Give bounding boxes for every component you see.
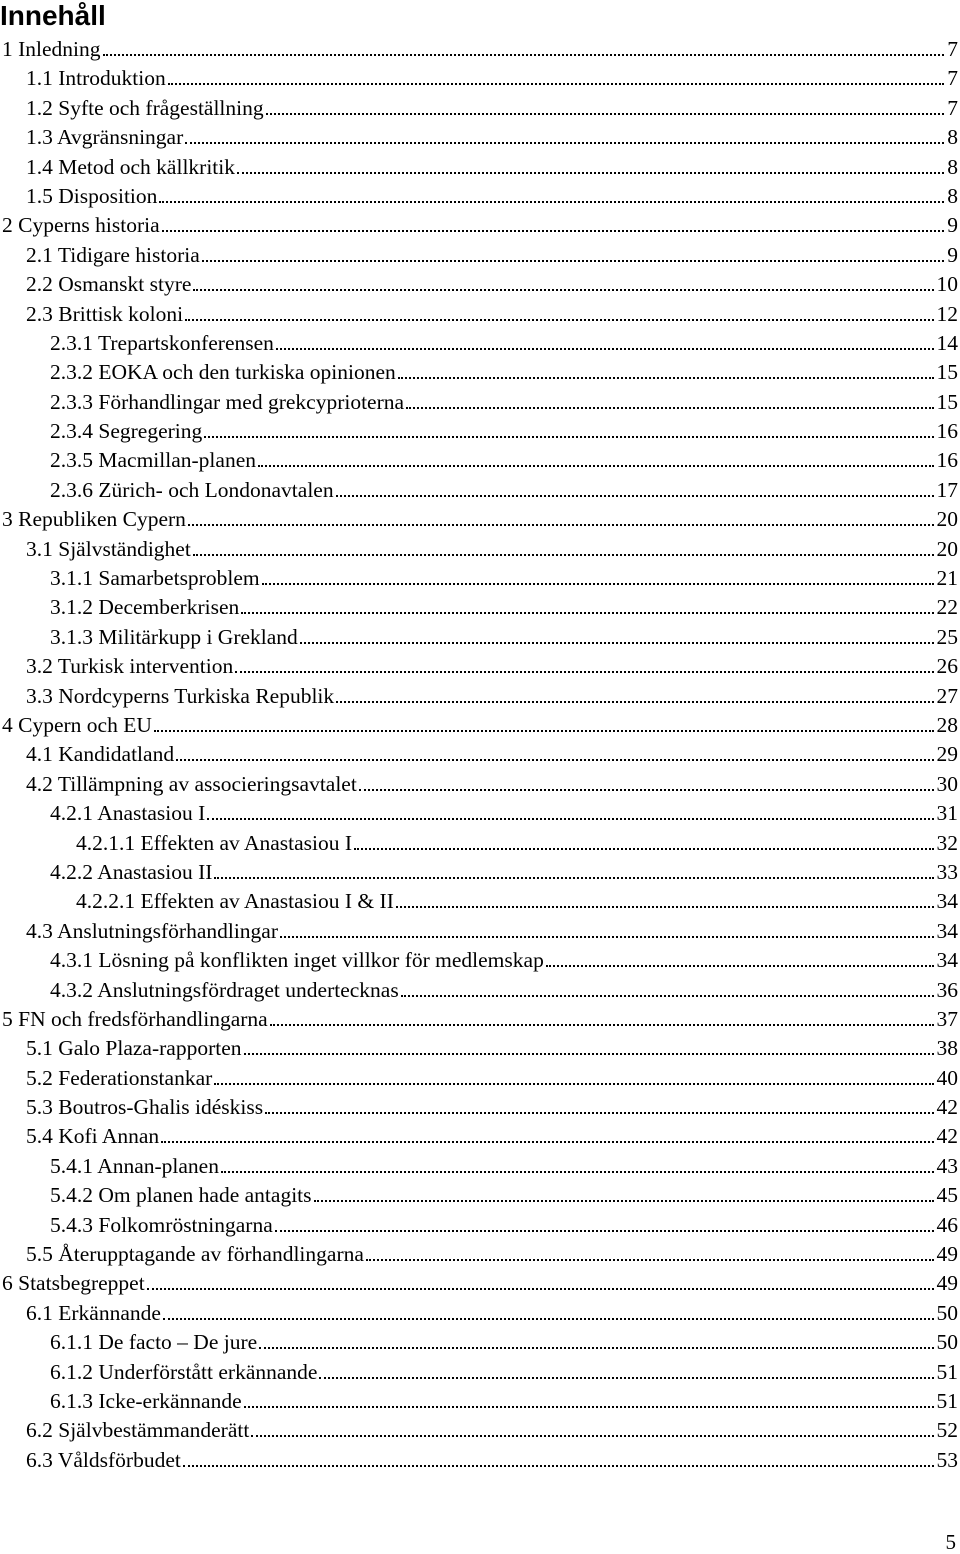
toc-entry-title: 2.3.5 Macmillan-planen [50, 446, 258, 475]
dot-leader [359, 789, 934, 791]
toc-entry-title: 4.2.2.1 Effekten av Anastasiou I & II [76, 887, 396, 916]
toc-entry-title: 5.4.1 Annan-planen [50, 1152, 221, 1181]
toc-entry[interactable] [0, 887, 960, 916]
toc-entry[interactable] [0, 593, 960, 622]
dot-leader [207, 818, 933, 820]
toc-entry[interactable] [0, 829, 960, 858]
toc-entry-title: 3.1.2 Decemberkrisen [50, 593, 241, 622]
dot-leader [546, 965, 934, 967]
dot-leader [103, 54, 945, 56]
toc-entry-title: 4.2.2 Anastasiou II [50, 858, 214, 887]
toc-entry-page: 27 [934, 682, 960, 711]
dot-leader [193, 289, 933, 291]
toc-entry-page: 51 [934, 1358, 960, 1387]
toc-entry-page: 20 [934, 535, 960, 564]
toc-entry-page: 9 [944, 241, 960, 270]
toc-entry[interactable] [0, 358, 960, 387]
dot-leader [280, 936, 933, 938]
toc-entry-title: 4.2 Tillämpning av associeringsavtalet [26, 770, 359, 799]
toc-entry[interactable] [0, 770, 960, 799]
dot-leader [354, 848, 933, 850]
dot-leader [214, 1083, 933, 1085]
toc-entry[interactable] [0, 446, 960, 475]
dot-leader [406, 407, 933, 409]
toc-entry-title: 4 Cypern och EU [2, 711, 154, 740]
dot-leader [314, 1200, 934, 1202]
dot-leader [237, 172, 944, 174]
toc-entry-page: 8 [944, 182, 960, 211]
toc-entry[interactable] [0, 652, 960, 681]
toc-entry-title: 4.2.1.1 Effekten av Anastasiou I [76, 829, 354, 858]
toc-entry-title: 1.4 Metod och källkritik [26, 153, 237, 182]
toc-entry-page: 46 [934, 1211, 960, 1240]
toc-entry-title: 4.3 Anslutningsförhandlingar [26, 917, 280, 946]
toc-entry-page: 26 [934, 652, 960, 681]
toc-entry[interactable] [0, 94, 960, 123]
toc-entry-title: 3.1.3 Militärkupp i Grekland [50, 623, 300, 652]
toc-entry[interactable] [0, 564, 960, 593]
dot-leader [168, 83, 945, 85]
dot-leader [161, 1141, 933, 1143]
toc-entry-title: 5.2 Federationstankar [26, 1064, 214, 1093]
toc-entry[interactable] [0, 1122, 960, 1151]
dot-leader [266, 113, 945, 115]
toc-entry[interactable] [0, 1446, 960, 1475]
toc-entry[interactable] [0, 388, 960, 417]
toc-entry[interactable] [0, 1152, 960, 1181]
toc-entry[interactable] [0, 1328, 960, 1357]
toc-entry-page: 8 [944, 153, 960, 182]
toc-entry-page: 53 [934, 1446, 960, 1475]
toc-entry-page: 29 [934, 740, 960, 769]
dot-leader [262, 583, 934, 585]
toc-entry[interactable] [0, 417, 960, 446]
toc-entry[interactable] [0, 300, 960, 329]
toc-entry-page: 50 [934, 1299, 960, 1328]
toc-entry[interactable] [0, 1269, 960, 1298]
toc-entry[interactable] [0, 1064, 960, 1093]
toc-entry[interactable] [0, 799, 960, 828]
toc-entry[interactable] [0, 123, 960, 152]
toc-entry[interactable] [0, 623, 960, 652]
toc-entry-page: 34 [934, 887, 960, 916]
toc-entry-page: 38 [934, 1034, 960, 1063]
dot-leader [185, 319, 933, 321]
toc-entry-title: 1.5 Disposition [26, 182, 159, 211]
toc-entry-title: 4.3.2 Anslutningsfördraget undertecknas [50, 976, 401, 1005]
toc-entry-page: 16 [934, 417, 960, 446]
toc-entry-title: 6 Statsbegreppet [2, 1269, 147, 1298]
dot-leader [204, 436, 933, 438]
toc-entry[interactable] [0, 1211, 960, 1240]
toc-entry-page: 14 [934, 329, 960, 358]
toc-entry-title: 5.3 Boutros-Ghalis idéskiss [26, 1093, 265, 1122]
toc-entry[interactable] [0, 1358, 960, 1387]
toc-entry-title: 6.1.3 Icke-erkännande [50, 1387, 244, 1416]
toc-entry-page: 17 [934, 476, 960, 505]
toc-entry-title: 3.1 Självständighet [26, 535, 193, 564]
toc-entry[interactable] [0, 241, 960, 270]
dot-leader [147, 1288, 934, 1290]
toc-entry-title: 5.5 Återupptagande av förhandlingarna [26, 1240, 366, 1269]
toc-entry[interactable] [0, 1387, 960, 1416]
toc-entry[interactable] [0, 1093, 960, 1122]
dot-leader [241, 612, 933, 614]
page-number: 5 [946, 1530, 957, 1554]
dot-leader [398, 377, 934, 379]
toc-entry-page: 49 [934, 1240, 960, 1269]
toc-entry[interactable] [0, 535, 960, 564]
toc-entry-page: 33 [934, 858, 960, 887]
dot-leader [401, 995, 934, 997]
toc-entry-page: 7 [944, 35, 960, 64]
toc-entry-page: 42 [934, 1093, 960, 1122]
dot-leader [193, 554, 934, 556]
toc-entry-title: 4.3.1 Lösning på konflikten inget villkor för medlemskap [50, 946, 546, 975]
toc-entry[interactable] [0, 182, 960, 211]
toc-entry[interactable] [0, 505, 960, 534]
toc-entry-page: 22 [934, 593, 960, 622]
toc-entry-page: 16 [934, 446, 960, 475]
toc-entry-page: 34 [934, 917, 960, 946]
dot-leader [251, 1435, 933, 1437]
dot-leader [162, 230, 945, 232]
toc-entry-page: 50 [934, 1328, 960, 1357]
toc-entry-title: 3.3 Nordcyperns Turkiska Republik [26, 682, 336, 711]
toc-entry[interactable] [0, 711, 960, 740]
toc-entry-title: 1.3 Avgränsningar [26, 123, 185, 152]
toc-entry-page: 52 [934, 1416, 960, 1445]
toc-entry[interactable] [0, 211, 960, 240]
dot-leader [244, 1406, 934, 1408]
toc-entry[interactable] [0, 476, 960, 505]
toc-entry-title: 5.4.3 Folkomröstningarna [50, 1211, 275, 1240]
dot-leader [319, 1377, 933, 1379]
toc-entry-title: 2.2 Osmanskt styre [26, 270, 193, 299]
toc-entry[interactable] [0, 153, 960, 182]
toc-entry-page: 36 [934, 976, 960, 1005]
dot-leader [163, 1318, 934, 1320]
toc-entry[interactable] [0, 1034, 960, 1063]
toc-entry-title: 3 Republiken Cypern [2, 505, 188, 534]
toc-entry[interactable] [0, 329, 960, 358]
dot-leader [336, 495, 934, 497]
toc-entry-page: 10 [934, 270, 960, 299]
dot-leader [396, 906, 934, 908]
dot-leader [258, 465, 934, 467]
toc-entry[interactable] [0, 35, 960, 64]
toc-entry[interactable] [0, 946, 960, 975]
toc-entry-page: 45 [934, 1181, 960, 1210]
dot-leader [270, 1024, 934, 1026]
toc-entry-title: 2.3.3 Förhandlingar med grekcyprioterna [50, 388, 406, 417]
dot-leader [183, 1465, 934, 1467]
toc-entry-title: 2.3.1 Trepartskonferensen [50, 329, 276, 358]
toc-entry-page: 15 [934, 358, 960, 387]
toc-entry-title: 2.3.6 Zürich- och Londonavtalen [50, 476, 336, 505]
dot-leader [185, 142, 944, 144]
toc-entry-title: 5.4.2 Om planen hade antagits [50, 1181, 314, 1210]
dot-leader [235, 671, 933, 673]
toc-entry-title: 4.1 Kandidatland [26, 740, 176, 769]
toc-entry-title: 3.2 Turkisk intervention [26, 652, 235, 681]
dot-leader [265, 1112, 933, 1114]
dot-leader [275, 1230, 934, 1232]
toc-entry-page: 25 [934, 623, 960, 652]
dot-leader [202, 260, 944, 262]
toc-entry-title: 6.1.1 De facto – De jure [50, 1328, 259, 1357]
toc-entry-title: 6.1.2 Underförstått erkännande [50, 1358, 319, 1387]
toc-entry-page: 40 [934, 1064, 960, 1093]
toc-heading: Innehåll [0, 0, 106, 32]
dot-leader [366, 1259, 934, 1261]
toc-entry-title: 1.1 Introduktion [26, 64, 168, 93]
toc-entry-title: 5 FN och fredsförhandlingarna [2, 1005, 270, 1034]
toc-entry-page: 30 [934, 770, 960, 799]
toc-entry-page: 7 [944, 64, 960, 93]
toc-entry-page: 42 [934, 1122, 960, 1151]
toc-entry[interactable] [0, 917, 960, 946]
dot-leader [244, 1053, 934, 1055]
toc-entry-page: 34 [934, 946, 960, 975]
toc-entry[interactable] [0, 1416, 960, 1445]
toc-entry-title: 2.3.2 EOKA och den turkiska opinionen [50, 358, 398, 387]
toc-entry[interactable] [0, 1299, 960, 1328]
toc-entry-title: 3.1.1 Samarbetsproblem [50, 564, 262, 593]
toc-entry-title: 2.3 Brittisk koloni [26, 300, 185, 329]
toc-entry-title: 5.4 Kofi Annan [26, 1122, 161, 1151]
toc-entry[interactable] [0, 740, 960, 769]
dot-leader [221, 1171, 934, 1173]
toc-entry-title: 2 Cyperns historia [2, 211, 162, 240]
toc-entry-page: 21 [934, 564, 960, 593]
toc-entry-page: 31 [934, 799, 960, 828]
toc-entry-title: 6.1 Erkännande [26, 1299, 163, 1328]
toc-entry-page: 51 [934, 1387, 960, 1416]
dot-leader [176, 759, 933, 761]
toc-entry-title: 6.2 Självbestämmanderätt [26, 1416, 251, 1445]
toc-entry-page: 43 [934, 1152, 960, 1181]
toc-entry-page: 32 [934, 829, 960, 858]
toc-entry-page: 9 [944, 211, 960, 240]
toc-entry[interactable] [0, 270, 960, 299]
toc-entry-title: 5.1 Galo Plaza-rapporten [26, 1034, 244, 1063]
toc-entry-page: 20 [934, 505, 960, 534]
toc-entry-title: 1.2 Syfte och frågeställning [26, 94, 266, 123]
toc-entry-title: 2.1 Tidigare historia [26, 241, 202, 270]
toc-entry[interactable] [0, 682, 960, 711]
toc-entry-title: 2.3.4 Segregering [50, 417, 204, 446]
toc-entry-page: 7 [944, 94, 960, 123]
toc-entry[interactable] [0, 1181, 960, 1210]
dot-leader [188, 524, 934, 526]
toc-entry[interactable] [0, 1240, 960, 1269]
dot-leader [259, 1347, 933, 1349]
dot-leader [159, 201, 944, 203]
toc-entry-page: 8 [944, 123, 960, 152]
toc-entry[interactable] [0, 64, 960, 93]
table-of-contents [0, 35, 960, 1475]
dot-leader [300, 642, 934, 644]
toc-entry-page: 49 [934, 1269, 960, 1298]
toc-entry-page: 37 [934, 1005, 960, 1034]
toc-entry-title: 1 Inledning [2, 35, 103, 64]
dot-leader [336, 701, 933, 703]
toc-entry[interactable] [0, 976, 960, 1005]
toc-entry-title: 6.3 Våldsförbudet [26, 1446, 183, 1475]
toc-entry[interactable] [0, 1005, 960, 1034]
toc-entry-page: 12 [934, 300, 960, 329]
toc-entry-page: 28 [934, 711, 960, 740]
dot-leader [276, 348, 934, 350]
toc-entry-page: 15 [934, 388, 960, 417]
toc-entry[interactable] [0, 858, 960, 887]
dot-leader [214, 877, 933, 879]
dot-leader [154, 730, 934, 732]
toc-entry-title: 4.2.1 Anastasiou I [50, 799, 207, 828]
